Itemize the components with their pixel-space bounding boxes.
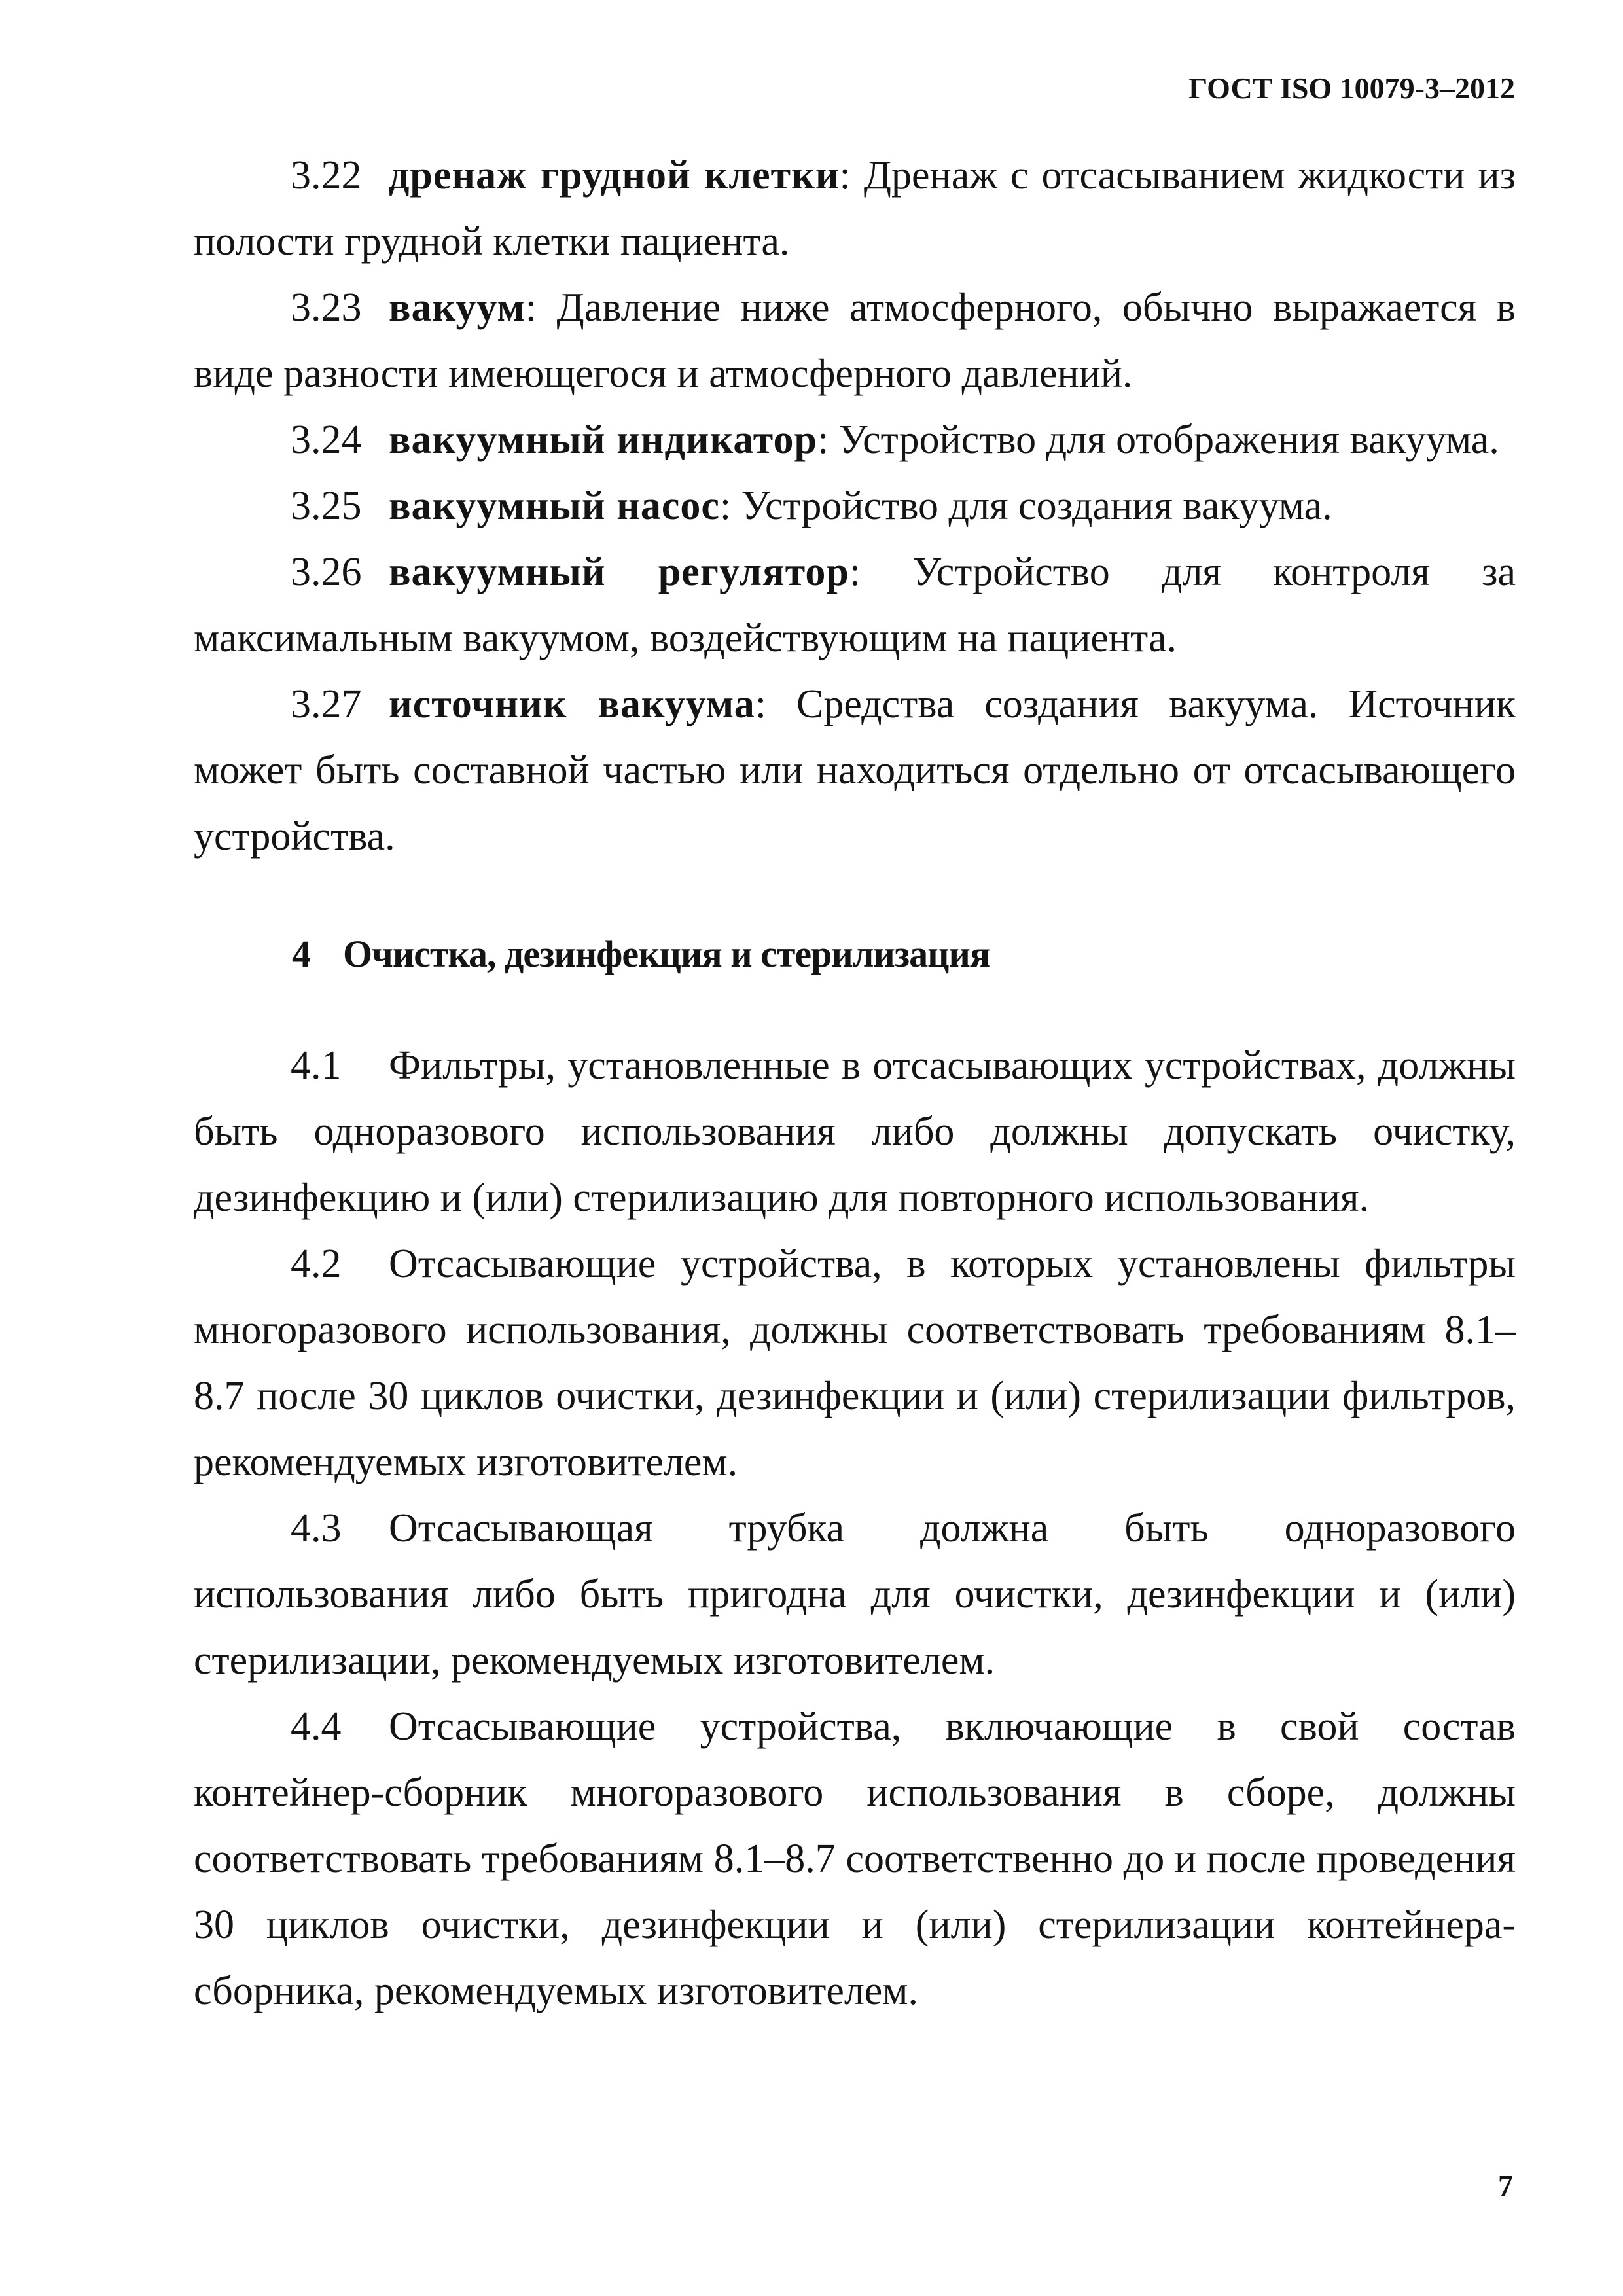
clause-4-4	[194, 1694, 1516, 2024]
definition-text: : Устройство для создания вакуума.	[719, 484, 1332, 528]
term: вакуум	[389, 285, 526, 330]
clause-4-1	[194, 1033, 1516, 1231]
definition-3-23	[194, 275, 1516, 407]
term: вакуумный насос	[389, 484, 720, 528]
clause-number: 4.4	[291, 1704, 342, 1749]
definition-text: : Устройство для контроля за максимальным вакуумом, воздействующим на пациента.	[194, 550, 1516, 660]
page-number: 7	[1498, 2169, 1513, 2202]
spacer	[194, 987, 1516, 1033]
clause-text: Отсасывающие устройства, в которых установлены фильтры многоразового использования, должны соответствовать требованиям 8.1–8.7 после 30 циклов очистки, дезинфекции и (или) стерилизации фильтров, рекомендуемых изготовителем.	[194, 1242, 1516, 1484]
clause-number: 4.2	[291, 1242, 342, 1286]
clause-number: 3.26	[291, 550, 362, 594]
page-body	[194, 143, 1516, 2024]
term: источник вакуума	[389, 682, 755, 726]
clause-number: 4.3	[291, 1506, 342, 1551]
term: вакуумный индикатор	[389, 418, 817, 462]
definition-3-25	[194, 473, 1516, 539]
clause-number: 4.1	[291, 1043, 342, 1088]
clause-number: 3.23	[291, 285, 362, 330]
definition-text: : Средства создания вакуума. Источник может быть составной частью или находиться отдельно от отсасывающего устройства.	[194, 682, 1516, 859]
clause-text: Фильтры, установленные в отсасывающих устройствах, должны быть одноразового использования либо должны допускать очистку, дезинфекцию и (или) стерилизацию для повторного использования.	[194, 1043, 1516, 1220]
term: вакуумный регулятор	[389, 550, 849, 594]
term: дренаж грудной клетки	[389, 153, 840, 198]
clause-number: 3.24	[291, 418, 362, 462]
definition-text: : Давление ниже атмосферного, обычно выражается в виде разности имеющегося и атмосферного давлений.	[194, 285, 1516, 396]
spacer	[194, 870, 1516, 921]
clause-number: 3.25	[291, 484, 362, 528]
definition-3-24	[194, 407, 1516, 473]
definition-3-26	[194, 539, 1516, 672]
section-heading	[194, 921, 1516, 987]
clause-4-3	[194, 1496, 1516, 1694]
definition-3-22	[194, 143, 1516, 275]
document-code-header: ГОСТ ISO 10079-3–2012	[1188, 71, 1515, 105]
definition-text: : Дренаж с отсасыванием жидкости из полости грудной клетки пациента.	[194, 153, 1516, 264]
clause-number: 3.22	[291, 153, 362, 198]
section-title-text: Очистка, дезинфекция и стерилизация	[343, 933, 990, 975]
clause-number: 3.27	[291, 682, 362, 726]
clause-text: Отсасывающие устройства, включающие в свой состав контейнер-сборник многоразового использования в сборе, должны соответствовать требованиям 8.1–8.7 соответственно до и после проведения 30 циклов очистки, дезинфекции и (или) стерилизации контейнера-сборника, рекомендуемых изготовителем.	[194, 1704, 1516, 2013]
clause-4-2	[194, 1231, 1516, 1496]
section-number: 4	[292, 933, 310, 975]
definition-text: : Устройство для отображения вакуума.	[817, 418, 1499, 462]
definition-3-27	[194, 672, 1516, 870]
clause-text: Отсасывающая трубка должна быть одноразового использования либо быть пригодна для очистки, дезинфекции и (или) стерилизации, рекомендуемых изготовителем.	[194, 1506, 1516, 1683]
